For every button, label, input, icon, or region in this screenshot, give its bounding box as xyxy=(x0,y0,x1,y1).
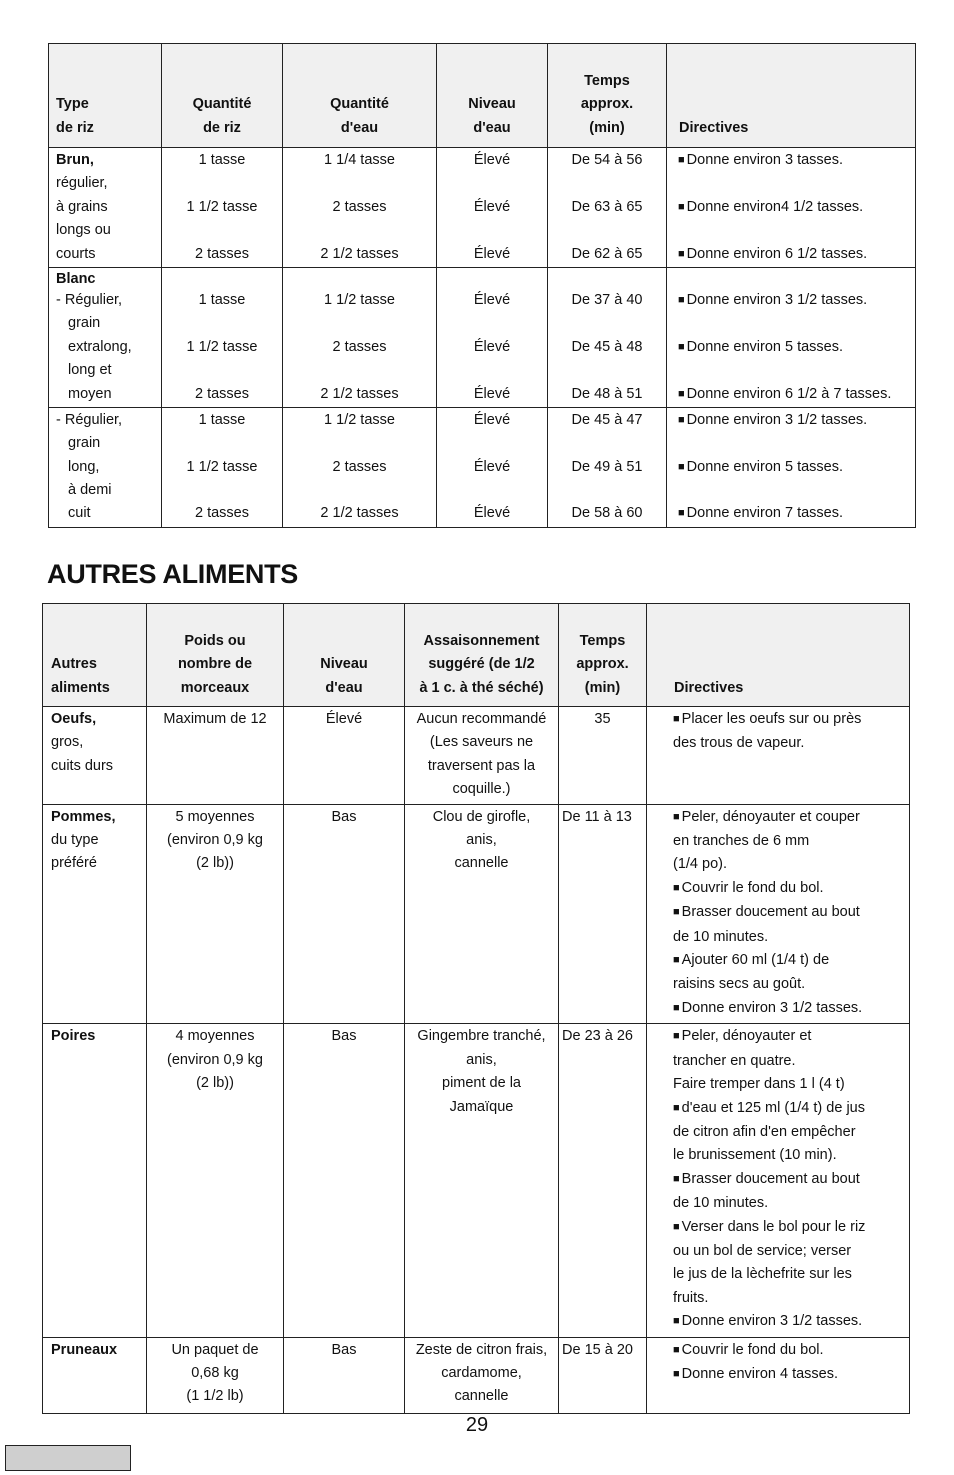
square-bullet-icon: ■ xyxy=(678,293,685,306)
water-level-cell: Élevé Élevé Élevé xyxy=(437,267,548,407)
water-quantity-cell: 1 1/2 tasse 2 tasses 2 1/2 tasses xyxy=(283,407,437,527)
square-bullet-icon: ■ xyxy=(678,200,685,213)
food-cell: Pommes, du type préféré xyxy=(43,804,147,1024)
weight-cell: Maximum de 12 xyxy=(147,707,284,805)
time-cell: 35 xyxy=(559,707,647,805)
directives-cell: ■ Peler, dénoyauter et trancher en quatre. Faire tremper dans 1 l (4 t) ■ d'eau et 125 ml (1/4 t) de jus de citron afin d'en empêcher le brunissement (10 min). ■ Brasser doucement au bout de 10 minutes. ■ Verser dans le bol pour le riz ou un bol de service; verser le jus de la lèchefrite sur les fruits. ■ Donne environ 3 1/2 tasses. xyxy=(647,1024,910,1337)
table-row xyxy=(43,1024,910,1337)
water-level-cell: Élevé xyxy=(284,707,405,805)
time-cell: De 54 à 56 De 63 à 65 De 62 à 65 xyxy=(548,148,667,268)
rice-quantity-cell: 1 tasse 1 1/2 tasse 2 tasses xyxy=(162,407,283,527)
col-header-time: Temps approx. (min) xyxy=(559,604,647,707)
rice-group-parboiled xyxy=(49,407,916,527)
seasoning-cell: Gingembre tranché, anis, piment de la Jamaïque xyxy=(405,1024,559,1337)
square-bullet-icon: ■ xyxy=(673,810,680,823)
col-header-food: Autres aliments xyxy=(43,604,147,707)
directives-cell: ■ Placer les oeufs sur ou près des trous de vapeur. xyxy=(647,707,910,805)
col-header-weight: Poids ou nombre de morceaux xyxy=(147,604,284,707)
water-level-cell: Élevé Élevé Élevé xyxy=(437,407,548,527)
time-cell: De 37 à 40 De 45 à 48 De 48 à 51 xyxy=(548,267,667,407)
other-table-header-row xyxy=(43,604,910,707)
rice-group-brown xyxy=(49,148,916,268)
table-row xyxy=(43,804,910,1024)
water-level-cell: Bas xyxy=(284,1337,405,1413)
seasoning-cell: Aucun recommandé (Les saveurs ne traversent pas la coquille.) xyxy=(405,707,559,805)
col-header-seasoning: Assaisonnement suggéré (de 1/2 à 1 c. à thé séché) xyxy=(405,604,559,707)
square-bullet-icon: ■ xyxy=(673,713,680,725)
food-cell: Oeufs, gros, cuits durs xyxy=(43,707,147,805)
square-bullet-icon: ■ xyxy=(678,387,685,400)
footer-box xyxy=(5,1445,131,1471)
col-header-directives: Directives xyxy=(647,604,910,707)
rice-cooking-table xyxy=(48,43,916,528)
square-bullet-icon: ■ xyxy=(673,881,680,894)
square-bullet-icon: ■ xyxy=(673,1220,680,1233)
table-row xyxy=(43,1337,910,1413)
square-bullet-icon: ■ xyxy=(673,1315,680,1328)
square-bullet-icon: ■ xyxy=(673,906,680,919)
square-bullet-icon: ■ xyxy=(678,507,685,520)
directives-cell: ■ Donne environ 3 1/2 tasses. ■ Donne environ 5 tasses. ■ Donne environ 6 1/2 à 7 tasses. xyxy=(667,267,916,407)
square-bullet-icon: ■ xyxy=(678,460,685,473)
time-cell: De 15 à 20 xyxy=(559,1337,647,1413)
directives-cell: ■ Donne environ 3 tasses. ■ Donne environ4 1/2 tasses. ■ Donne environ 6 1/2 tasses. xyxy=(667,148,916,268)
weight-cell: 5 moyennes (environ 0,9 kg (2 lb)) xyxy=(147,804,284,1024)
col-header-water-level: Niveau d'eau xyxy=(437,44,548,148)
square-bullet-icon: ■ xyxy=(678,154,685,166)
time-cell: De 11 à 13 xyxy=(559,804,647,1024)
table-row xyxy=(43,707,910,805)
seasoning-cell: Zeste de citron frais, cardamome, cannelle xyxy=(405,1337,559,1413)
time-cell: De 45 à 47 De 49 à 51 De 58 à 60 xyxy=(548,407,667,527)
rice-type-cell: - Régulier, grain long, à demi cuit xyxy=(49,407,162,527)
square-bullet-icon: ■ xyxy=(673,1101,680,1114)
rice-group-white xyxy=(49,267,916,407)
water-level-cell: Élevé Élevé Élevé xyxy=(437,148,548,268)
square-bullet-icon: ■ xyxy=(673,1172,680,1185)
col-header-rice-type: Type de riz xyxy=(49,44,162,148)
col-header-directives: Directives xyxy=(667,44,916,148)
food-cell: Poires xyxy=(43,1024,147,1337)
weight-cell: 4 moyennes (environ 0,9 kg (2 lb)) xyxy=(147,1024,284,1337)
col-header-water-quantity: Quantité d'eau xyxy=(283,44,437,148)
weight-cell: Un paquet de 0,68 kg (1 1/2 lb) xyxy=(147,1337,284,1413)
directives-cell: ■ Donne environ 3 1/2 tasses. ■ Donne environ 5 tasses. ■ Donne environ 7 tasses. xyxy=(667,407,916,527)
directives-cell: ■ Peler, dénoyauter et couper en tranches de 6 mm (1/4 po). ■ Couvrir le fond du bol. ■ Brasser doucement au bout de 10 minutes. ■ Ajouter 60 ml (1/4 t) de raisins secs au goût. ■ Donne environ 3 1/2 tasses. xyxy=(647,804,910,1024)
square-bullet-icon: ■ xyxy=(673,1030,680,1043)
rice-type-cell: Blanc - Régulier, grain extralong, long et moyen xyxy=(49,267,162,407)
col-header-time: Temps approx. (min) xyxy=(548,44,667,148)
rice-quantity-cell: 1 tasse 1 1/2 tasse 2 tasses xyxy=(162,267,283,407)
water-quantity-cell: 1 1/4 tasse 2 tasses 2 1/2 tasses xyxy=(283,148,437,268)
square-bullet-icon: ■ xyxy=(673,1367,680,1380)
water-quantity-cell: 1 1/2 tasse 2 tasses 2 1/2 tasses xyxy=(283,267,437,407)
col-header-rice-quantity: Quantité de riz xyxy=(162,44,283,148)
water-level-cell: Bas xyxy=(284,804,405,1024)
square-bullet-icon: ■ xyxy=(678,413,685,426)
square-bullet-icon: ■ xyxy=(673,954,680,967)
other-foods-table xyxy=(42,603,910,1414)
square-bullet-icon: ■ xyxy=(673,1343,680,1356)
water-level-cell: Bas xyxy=(284,1024,405,1337)
page-number: 29 xyxy=(465,1414,489,1436)
rice-type-cell: Brun, régulier, à grains longs ou courts xyxy=(49,148,162,268)
directives-cell: ■ Couvrir le fond du bol. ■ Donne environ 4 tasses. xyxy=(647,1337,910,1413)
rice-table-header-row xyxy=(49,44,916,148)
rice-quantity-cell: 1 tasse 1 1/2 tasse 2 tasses xyxy=(162,148,283,268)
food-cell: Pruneaux xyxy=(43,1337,147,1413)
seasoning-cell: Clou de girofle, anis, cannelle xyxy=(405,804,559,1024)
section-title: AUTRES ALIMENTS xyxy=(47,559,298,589)
square-bullet-icon: ■ xyxy=(673,1001,680,1014)
time-cell: De 23 à 26 xyxy=(559,1024,647,1337)
square-bullet-icon: ■ xyxy=(678,247,685,260)
col-header-water-level: Niveau d'eau xyxy=(284,604,405,707)
square-bullet-icon: ■ xyxy=(678,340,685,353)
